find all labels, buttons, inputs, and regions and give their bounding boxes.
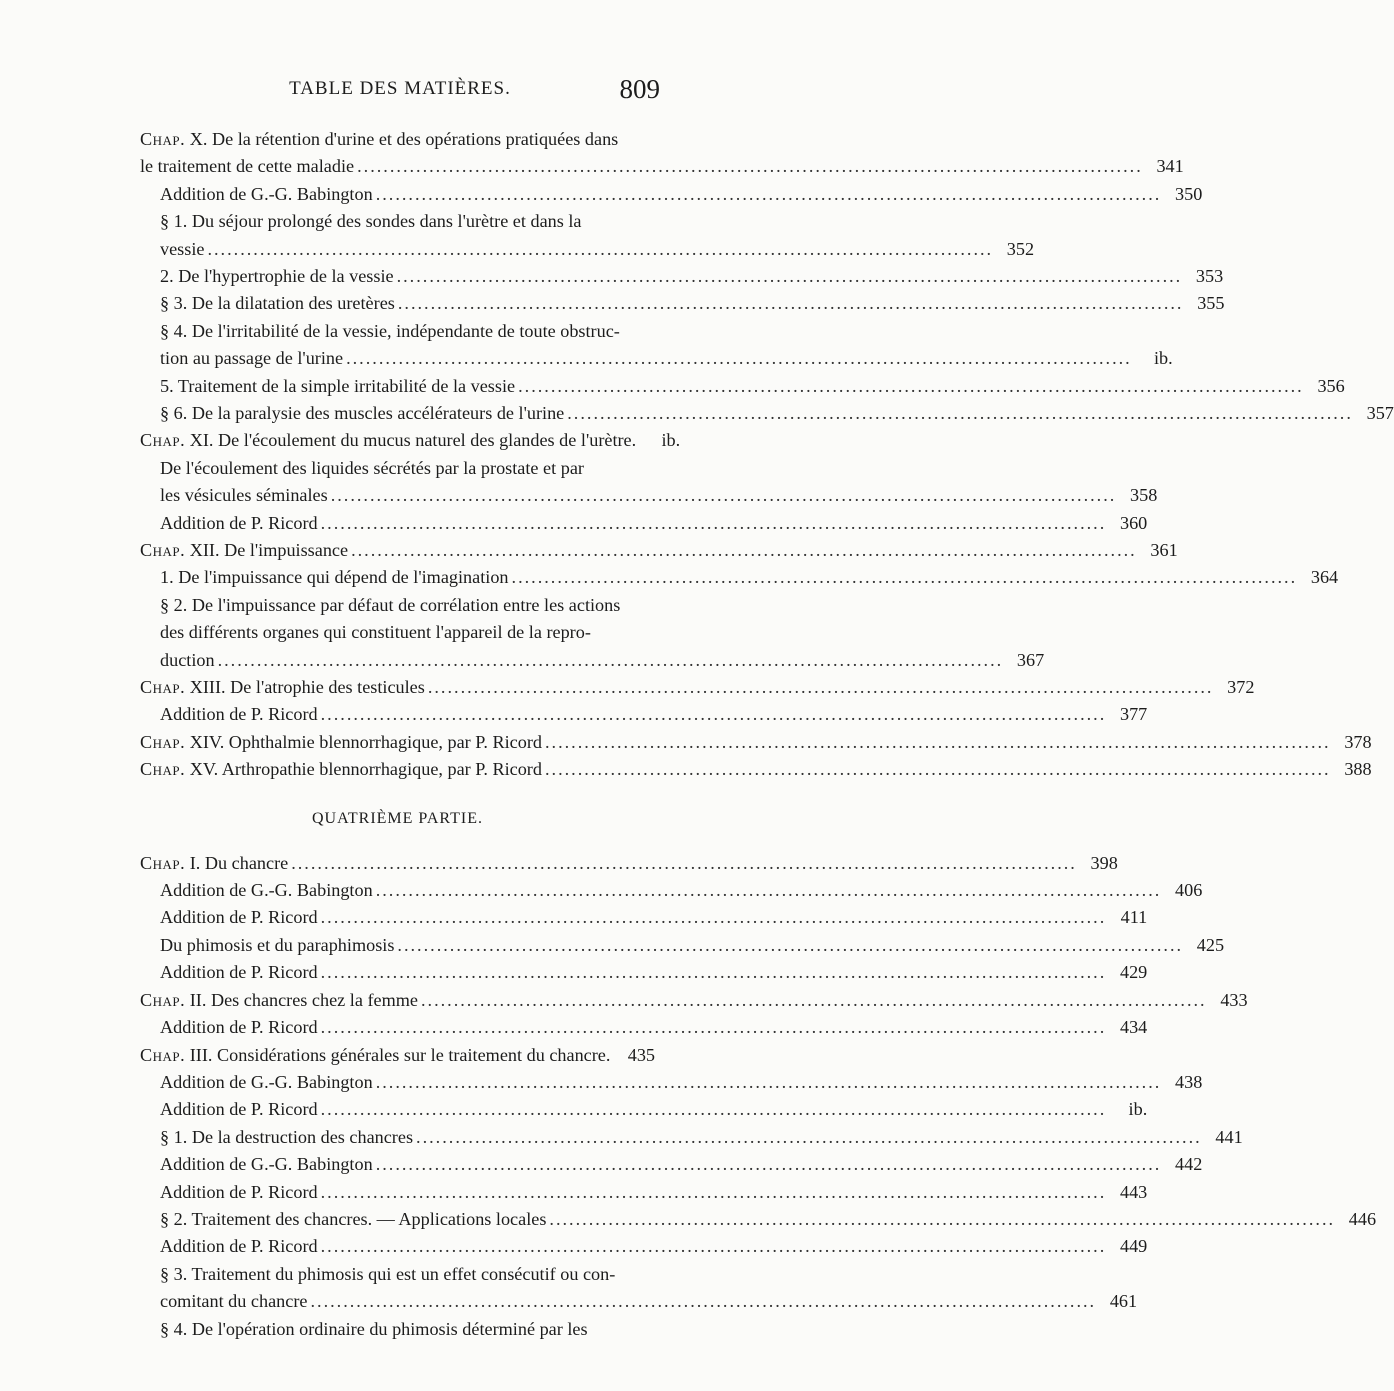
page-ref: ib. xyxy=(661,430,681,451)
entry-text: § 3. De la dilatation des uretères xyxy=(160,293,395,314)
running-header xyxy=(0,76,800,110)
page-ref: 438 xyxy=(1175,1071,1203,1092)
toc-entry-line xyxy=(160,455,655,482)
page-ref: 367 xyxy=(1016,649,1045,670)
entry-text: § 2. Traitement des chancres. — Applications locales xyxy=(160,1208,547,1229)
toc-block-third-part-end xyxy=(140,126,1394,784)
page-ref: 364 xyxy=(1310,567,1339,588)
page-ref: 377 xyxy=(1119,704,1148,725)
entry-text: § 1. De la destruction des chancres xyxy=(160,1126,414,1147)
toc-entry-last-line xyxy=(160,400,1394,427)
toc-entry xyxy=(140,290,1225,317)
toc-entry-last-line xyxy=(160,1288,1138,1315)
entry-text: XII. De l'impuissance xyxy=(189,540,349,561)
toc-entry-last-line xyxy=(160,1096,1148,1123)
toc-entry xyxy=(140,1233,1148,1260)
entry-text: Addition de G.-G. Babington xyxy=(160,880,373,901)
toc-entry-line xyxy=(160,208,655,235)
entry-text: Addition de P. Ricord xyxy=(160,1099,318,1120)
toc-entry xyxy=(140,1206,1377,1233)
chapter-label: Chap. xyxy=(140,1044,186,1065)
entry-text: XIV. Ophthalmie blennorrhagique, par P. Ricord xyxy=(189,731,542,752)
dot-leader: ........................................................................................................................ xyxy=(217,649,1004,670)
chapter-label: Chap. xyxy=(140,430,186,451)
chapter-label: Chap. xyxy=(140,540,186,561)
chapter-label: Chap. xyxy=(140,989,186,1010)
dot-leader: ........................................................................................................................ xyxy=(375,183,1162,204)
entry-text: Addition de G.-G. Babington xyxy=(160,1154,373,1175)
dot-leader: ........................................................................................................................ xyxy=(511,567,1298,588)
chapter-label: Chap. xyxy=(140,731,186,752)
dot-leader: ........................................................................................................................ xyxy=(320,907,1107,928)
page-ref: 350 xyxy=(1175,183,1203,204)
dot-leader: ........................................................................................................................ xyxy=(320,704,1107,725)
dot-leader: ........................................................................................................................ xyxy=(320,1236,1107,1257)
entry-text: § 6. De la paralysie des muscles accélérateurs de l'urine xyxy=(160,403,565,424)
toc-entry xyxy=(140,877,1203,904)
entry-text: Addition de P. Ricord xyxy=(160,704,318,725)
chapter-label: Chap. xyxy=(140,677,186,698)
page-ref: 441 xyxy=(1215,1126,1243,1147)
page-ref: 355 xyxy=(1197,293,1225,314)
entry-text: III. Considérations générales sur le traitement du chancre. xyxy=(189,1044,611,1065)
header-title: TABLE DES MATIÈRES. xyxy=(289,78,511,99)
toc-entry-last-line xyxy=(160,647,1045,674)
dot-leader: ........................................................................................................................ xyxy=(310,1291,1097,1312)
page-ref: 378 xyxy=(1344,731,1372,752)
page-ref: ib. xyxy=(1128,1099,1148,1120)
toc-entry xyxy=(140,987,1248,1014)
dot-leader: ........................................................................................................................ xyxy=(320,1099,1107,1120)
toc-entry-last-line xyxy=(140,729,1372,756)
entry-text: le traitement de cette maladie xyxy=(140,156,355,177)
entry-text: § 2. De l'impuissance par défaut de corrélation entre les actions xyxy=(160,594,621,615)
toc-entry-last-line xyxy=(160,1206,1377,1233)
toc-entry xyxy=(140,1014,1148,1041)
dot-leader: ........................................................................................................................ xyxy=(396,266,1183,286)
toc-entry-line xyxy=(160,619,655,646)
page-ref: 358 xyxy=(1130,485,1158,506)
entry-text: Addition de G.-G. Babington xyxy=(160,1071,373,1092)
entry-text: Addition de P. Ricord xyxy=(160,1236,318,1257)
page-ref: 449 xyxy=(1119,1236,1148,1257)
toc-entry-last-line xyxy=(140,153,1184,180)
page-ref: 442 xyxy=(1175,1154,1203,1175)
entry-text: I. Du chancre xyxy=(189,852,289,873)
dot-leader: ........................................................................................................................ xyxy=(518,375,1304,396)
toc-entry xyxy=(140,510,1148,537)
toc-entry-last-line xyxy=(160,701,1148,728)
toc-entry xyxy=(140,427,681,454)
entry-text: tion au passage de l'urine xyxy=(160,348,344,369)
toc-entry-last-line xyxy=(160,236,1035,263)
toc-entry xyxy=(140,537,1178,564)
entry-text: § 1. Du séjour prolongé des sondes dans l'urètre et dans la xyxy=(160,211,582,232)
dot-leader: ........................................................................................................................ xyxy=(397,934,1184,955)
toc-entry xyxy=(140,729,1372,756)
dot-leader: ........................................................................................................................ xyxy=(320,512,1107,533)
entry-text: XIII. De l'atrophie des testicules xyxy=(189,677,425,698)
toc-entry xyxy=(140,1261,1138,1316)
entry-text: Addition de P. Ricord xyxy=(160,512,318,533)
page-ref: 360 xyxy=(1119,512,1148,533)
dot-leader: ........................................................................................................................ xyxy=(330,485,1117,506)
section-title: QUATRIÈME PARTIE. xyxy=(311,809,483,827)
toc-entry xyxy=(140,701,1148,728)
toc-entry xyxy=(140,1124,1243,1151)
entry-text: Addition de P. Ricord xyxy=(160,962,318,983)
entry-text: Addition de P. Ricord xyxy=(160,1017,318,1038)
entry-text: les vésicules séminales xyxy=(160,485,328,506)
toc-entry-last-line xyxy=(160,1069,1203,1096)
dot-leader: ........................................................................................................................ xyxy=(357,156,1143,177)
page-ref: 398 xyxy=(1090,852,1118,873)
entry-text: De l'écoulement des liquides sécrétés par la prostate et par xyxy=(160,457,584,478)
dot-leader: ........................................................................................................................ xyxy=(291,852,1077,873)
toc-entry-last-line xyxy=(160,181,1203,208)
entry-text: § 4. De l'irritabilité de la vessie, indépendante de toute obstruc- xyxy=(160,320,620,341)
page-ref: 446 xyxy=(1348,1208,1377,1229)
entry-text: XI. De l'écoulement du mucus naturel des glandes de l'urètre. xyxy=(189,430,637,451)
dot-leader xyxy=(613,1042,614,1069)
dot-leader: ........................................................................................................................ xyxy=(320,962,1107,983)
toc-entry-last-line xyxy=(160,932,1225,959)
toc-entry xyxy=(140,1069,1203,1096)
entry-text: 2. De l'hypertrophie de la vessie xyxy=(160,266,394,286)
page-ref: 411 xyxy=(1120,907,1148,928)
toc-entry xyxy=(140,850,1118,877)
toc-entry-last-line xyxy=(160,564,1339,591)
entry-text: comitant du chancre xyxy=(160,1291,308,1312)
toc-entry-last-line xyxy=(140,427,681,454)
toc-entry-last-line xyxy=(140,987,1248,1014)
toc-entry-last-line xyxy=(140,850,1118,877)
page-ref: 361 xyxy=(1150,540,1178,561)
toc-entry-last-line xyxy=(160,877,1203,904)
toc-entry xyxy=(140,126,1184,181)
toc-entry-line xyxy=(140,126,655,153)
toc-entry-last-line xyxy=(140,674,1255,701)
entry-text: X. De la rétention d'urine et des opérations pratiquées dans xyxy=(189,129,619,149)
page-ref: 461 xyxy=(1109,1291,1138,1312)
page-ref: 356 xyxy=(1317,375,1345,396)
toc-entry-last-line xyxy=(160,1124,1243,1151)
toc-entry-last-line xyxy=(160,290,1225,317)
entry-text: des différents organes qui constituent l'appareil de la repro- xyxy=(160,622,591,643)
toc-entry xyxy=(140,1096,1148,1123)
entry-text: 1. De l'impuissance qui dépend de l'imagination xyxy=(160,567,509,588)
toc-entry-last-line xyxy=(160,1151,1203,1178)
toc-entry xyxy=(140,455,1158,510)
toc-entry xyxy=(140,1042,655,1069)
page-ref: 353 xyxy=(1195,266,1224,286)
toc-entry xyxy=(140,181,1203,208)
toc-entry-last-line xyxy=(160,482,1158,509)
toc-entry-last-line xyxy=(160,345,1173,372)
toc-entry xyxy=(140,208,1035,263)
toc-entry xyxy=(140,592,1045,674)
page-ref: 443 xyxy=(1119,1181,1148,1202)
toc-entry xyxy=(140,263,1224,290)
dot-leader: ........................................................................................................................ xyxy=(416,1126,1202,1147)
page-ref: 425 xyxy=(1196,934,1225,955)
dot-leader: ........................................................................................................................ xyxy=(427,677,1214,698)
toc-entry xyxy=(140,400,1394,427)
page-ref: 434 xyxy=(1119,1017,1148,1038)
chapter-label: Chap. xyxy=(140,129,186,149)
toc-entry-last-line xyxy=(160,373,1345,400)
dot-leader: ........................................................................................................................ xyxy=(320,1181,1107,1202)
page-ref: 435 xyxy=(627,1044,655,1065)
toc-entry xyxy=(140,904,1148,931)
toc-entry xyxy=(140,1151,1203,1178)
dot-leader: ........................................................................................................................ xyxy=(420,989,1207,1010)
toc-entry-last-line xyxy=(160,510,1148,537)
entry-text: 5. Traitement de la simple irritabilité de la vessie xyxy=(160,375,516,396)
toc-entry-last-line xyxy=(140,537,1178,564)
entry-text: Addition de P. Ricord xyxy=(160,907,318,928)
page-ref: 388 xyxy=(1344,759,1372,780)
entry-text: Addition de P. Ricord xyxy=(160,1181,318,1202)
page-ref: 433 xyxy=(1220,989,1248,1010)
toc-entry-last-line xyxy=(140,1042,655,1069)
entry-text: vessie xyxy=(160,238,205,259)
entry-text: duction xyxy=(160,649,215,670)
header-page-number: 809 xyxy=(619,74,660,104)
toc-entry-last-line xyxy=(160,1316,655,1343)
toc-entry-last-line xyxy=(160,959,1148,986)
dot-leader: ........................................................................................................................ xyxy=(544,731,1331,752)
dot-leader: ........................................................................................................................ xyxy=(549,1208,1336,1229)
chapter-label: Chap. xyxy=(140,759,186,780)
dot-leader: ........................................................................................................................ xyxy=(544,759,1331,780)
page-ref: 372 xyxy=(1227,677,1255,698)
toc-entry xyxy=(140,564,1339,591)
toc-entry xyxy=(140,932,1225,959)
entry-text: § 3. Traitement du phimosis qui est un effet consécutif ou con- xyxy=(160,1263,616,1284)
toc-entry xyxy=(140,674,1255,701)
entry-text: Addition de G.-G. Babington xyxy=(160,183,373,204)
dot-leader: ........................................................................................................................ xyxy=(375,1154,1162,1175)
dot-leader: ........................................................................................................................ xyxy=(397,293,1184,314)
page-ref: ib. xyxy=(1154,348,1173,369)
toc-entry-line xyxy=(160,1261,655,1288)
page-ref: 341 xyxy=(1156,156,1184,177)
toc-entry-last-line xyxy=(160,1179,1148,1206)
dot-leader: ........................................................................................................................ xyxy=(567,403,1353,424)
dot-leader: ........................................................................................................................ xyxy=(375,1071,1162,1092)
dot-leader: ........................................................................................................................ xyxy=(375,880,1162,901)
dot-leader: ........................................................................................................................ xyxy=(351,540,1137,561)
dot-leader: ........................................................................................................................ xyxy=(346,348,1132,369)
page-ref: 352 xyxy=(1006,238,1035,259)
toc-entry-last-line xyxy=(140,756,1372,783)
toc-entry xyxy=(140,959,1148,986)
page-ref: 429 xyxy=(1119,962,1148,983)
entry-text: II. Des chancres chez la femme xyxy=(189,989,418,1010)
toc-entry-last-line xyxy=(160,904,1148,931)
toc-entry xyxy=(140,318,1173,373)
dot-leader: ........................................................................................................................ xyxy=(320,1017,1107,1038)
entry-text: Du phimosis et du paraphimosis xyxy=(160,934,395,955)
toc-entry-line xyxy=(160,318,655,345)
toc-entry-last-line xyxy=(160,1233,1148,1260)
entry-text: § 4. De l'opération ordinaire du phimosis déterminé par les xyxy=(160,1318,588,1339)
page-ref: 357 xyxy=(1366,403,1394,424)
chapter-label: Chap. xyxy=(140,852,186,873)
toc-block-fourth-part xyxy=(140,850,1377,1343)
table-of-contents xyxy=(140,126,1394,1343)
toc-entry xyxy=(140,1316,655,1343)
toc-entry xyxy=(140,756,1372,783)
toc-entry xyxy=(140,373,1345,400)
page-ref: 406 xyxy=(1175,880,1203,901)
toc-entry xyxy=(140,1179,1148,1206)
toc-entry-last-line xyxy=(160,263,1224,290)
entry-text: XV. Arthropathie blennorrhagique, par P. Ricord xyxy=(189,759,542,780)
toc-entry-last-line xyxy=(160,1014,1148,1041)
toc-entry-line xyxy=(160,592,655,619)
dot-leader: ........................................................................................................................ xyxy=(207,238,994,259)
